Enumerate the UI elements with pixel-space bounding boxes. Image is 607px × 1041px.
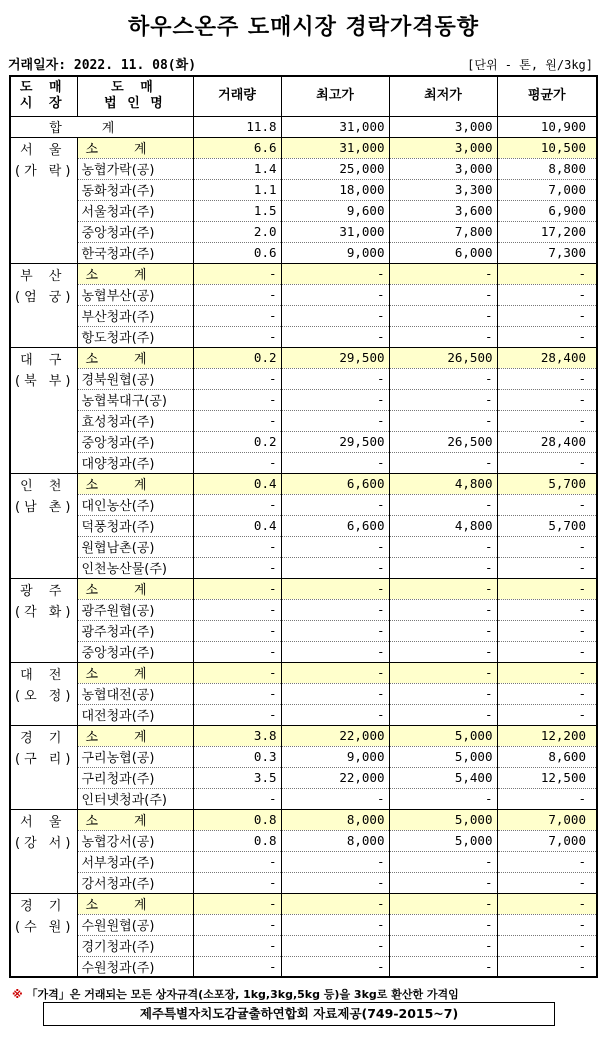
avg-price-cell: - (497, 494, 597, 515)
volume-cell: 1.4 (193, 158, 281, 179)
corp-name: 구리농협(공) (77, 746, 193, 767)
table-row (10, 704, 597, 725)
table-row (10, 536, 597, 557)
min-price-cell: - (389, 284, 497, 305)
avg-price-cell: 7,300 (497, 242, 597, 263)
corp-name: 대양청과(주) (77, 452, 193, 473)
max-price-cell: 29,500 (281, 431, 389, 452)
region-cell (10, 725, 77, 809)
region-name: 인 천 (20, 478, 68, 494)
volume-cell: - (193, 389, 281, 410)
max-price-cell: - (281, 704, 389, 725)
table-row (10, 515, 597, 536)
corp-name: 효성청과(주) (77, 410, 193, 431)
volume-cell: - (193, 788, 281, 809)
avg-price-cell: - (497, 704, 597, 725)
max-price-cell: - (281, 557, 389, 578)
table-row (10, 242, 597, 263)
corp-name: 경북원협(공) (77, 368, 193, 389)
min-price-cell: 5,400 (389, 767, 497, 788)
avg-price-cell: - (497, 284, 597, 305)
min-price-cell: - (389, 851, 497, 872)
min-price-cell: - (389, 935, 497, 956)
max-price-cell: 9,000 (281, 242, 389, 263)
region-subname: (남 촌) (15, 499, 75, 515)
table-row (10, 641, 597, 662)
max-price-cell: - (281, 872, 389, 893)
corp-name: 소계 (77, 725, 193, 746)
avg-price-cell: 5,700 (497, 473, 597, 494)
min-price-cell: 3,300 (389, 179, 497, 200)
table-row (10, 326, 597, 347)
corp-name: 인천농산물(주) (77, 557, 193, 578)
avg-price-cell: 8,600 (497, 746, 597, 767)
volume-cell: - (193, 704, 281, 725)
volume-cell: - (193, 326, 281, 347)
table-row (10, 830, 597, 851)
min-price-cell: - (389, 389, 497, 410)
min-price-cell: 26,500 (389, 347, 497, 368)
corp-name: 항도청과(주) (77, 326, 193, 347)
table-row (10, 851, 597, 872)
table-row (10, 158, 597, 179)
region-cell (10, 137, 77, 263)
avg-price-cell: - (497, 452, 597, 473)
volume-cell: - (193, 263, 281, 284)
max-price-cell: - (281, 452, 389, 473)
min-price-cell: - (389, 788, 497, 809)
avg-price-cell: - (497, 536, 597, 557)
volume-cell: - (193, 893, 281, 914)
volume-cell: - (193, 620, 281, 641)
max-price-cell: - (281, 620, 389, 641)
region-name: 부 산 (20, 268, 68, 284)
source-credit: 제주특별자치도감귤출하연합회 자료제공(749-2015~7) (43, 1002, 555, 1026)
max-price-cell: - (281, 851, 389, 872)
volume-cell: - (193, 599, 281, 620)
avg-price-cell: 8,800 (497, 158, 597, 179)
avg-price-cell: 7,000 (497, 830, 597, 851)
min-price-cell: 5,000 (389, 809, 497, 830)
volume-cell: 0.2 (193, 347, 281, 368)
avg-price-cell: 12,500 (497, 767, 597, 788)
volume-cell: - (193, 536, 281, 557)
region-cell (10, 578, 77, 662)
avg-price-cell: 28,400 (497, 347, 597, 368)
avg-price-cell: 5,700 (497, 515, 597, 536)
min-price-cell: 5,000 (389, 830, 497, 851)
min-price-cell: - (389, 956, 497, 977)
volume-cell: - (193, 935, 281, 956)
footnote-text: 「가격」은 거래되는 모든 상자규격(소포장, 1kg,3kg,5kg 등)을 3kg로 환산한 가격임 (26, 988, 459, 1001)
corp-name: 한국청과(주) (77, 242, 193, 263)
header-row (10, 76, 597, 116)
max-price-cell: - (281, 662, 389, 683)
max-price-cell: - (281, 788, 389, 809)
avg-price-cell: 6,900 (497, 200, 597, 221)
table-row (10, 683, 597, 704)
table-row (10, 956, 597, 977)
avg-price-cell: - (497, 326, 597, 347)
max-price-cell: 9,000 (281, 746, 389, 767)
corp-name: 원협남촌(공) (77, 536, 193, 557)
max-price-cell: 6,600 (281, 515, 389, 536)
volume-cell: 1.5 (193, 200, 281, 221)
unit-label: [단위 - 톤, 원/3kg] (467, 58, 593, 72)
table-row (10, 914, 597, 935)
volume-cell: - (193, 662, 281, 683)
min-price-cell: - (389, 683, 497, 704)
min-price-cell: - (389, 410, 497, 431)
min-price-cell: 3,000 (389, 158, 497, 179)
footnote-mark: ※ (12, 988, 23, 1001)
corp-name: 소계 (77, 347, 193, 368)
volume-cell: - (193, 851, 281, 872)
avg-price-cell: - (497, 956, 597, 977)
max-price-cell: - (281, 389, 389, 410)
table-row (10, 494, 597, 515)
price-table (9, 75, 598, 978)
table-row (10, 221, 597, 242)
corp-name: 농협강서(공) (77, 830, 193, 851)
corp-name: 농협대전(공) (77, 683, 193, 704)
volume-cell: - (193, 641, 281, 662)
region-cell (10, 809, 77, 893)
avg-price-cell: - (497, 641, 597, 662)
avg-price-cell: - (497, 410, 597, 431)
subtotal-row (10, 662, 597, 683)
min-price-cell: 26,500 (389, 431, 497, 452)
volume-cell: - (193, 368, 281, 389)
header-volume: 거래량 (193, 76, 281, 116)
table-row (10, 452, 597, 473)
corp-name: 인터넷청과(주) (77, 788, 193, 809)
max-price-cell: - (281, 284, 389, 305)
min-price-cell: - (389, 494, 497, 515)
corp-name: 대인농산(주) (77, 494, 193, 515)
table-row (10, 557, 597, 578)
region-subname: (오 정) (15, 688, 75, 704)
table-row (10, 767, 597, 788)
volume-cell: - (193, 494, 281, 515)
avg-price-cell: 28,400 (497, 431, 597, 452)
table-row (10, 389, 597, 410)
region-cell (10, 347, 77, 473)
min-price-cell: 6,000 (389, 242, 497, 263)
table-row (10, 620, 597, 641)
corp-name: 소계 (77, 578, 193, 599)
table-row (10, 935, 597, 956)
subtotal-row (10, 347, 597, 368)
region-subname: (북 부) (15, 373, 75, 389)
subtotal-row (10, 263, 597, 284)
total-label: 합계 (10, 116, 193, 137)
header-min: 최저가 (389, 76, 497, 116)
region-name: 광 주 (20, 583, 68, 599)
corp-name: 농협가락(공) (77, 158, 193, 179)
avg-price-cell: - (497, 263, 597, 284)
volume-cell: 0.8 (193, 809, 281, 830)
min-price-cell: - (389, 557, 497, 578)
max-price-cell: - (281, 641, 389, 662)
corp-name: 소계 (77, 662, 193, 683)
region-subname: (가 락) (15, 163, 75, 179)
corp-name: 광주원협(공) (77, 599, 193, 620)
corp-name: 수원원협(공) (77, 914, 193, 935)
min-price-cell: 5,000 (389, 725, 497, 746)
corp-name: 중앙청과(주) (77, 641, 193, 662)
volume-cell: 1.1 (193, 179, 281, 200)
min-price-cell: - (389, 893, 497, 914)
region-name: 대 구 (20, 352, 68, 368)
table-row (10, 284, 597, 305)
min-price-cell: - (389, 536, 497, 557)
max-price-cell: - (281, 305, 389, 326)
min-price-cell: - (389, 662, 497, 683)
min-price-cell: 7,800 (389, 221, 497, 242)
max-price-cell: - (281, 263, 389, 284)
trade-date: 거래일자: 2022. 11. 08(화) (8, 58, 197, 73)
max-price-cell: - (281, 935, 389, 956)
max-price-cell: 8,000 (281, 830, 389, 851)
min-price-cell: - (389, 452, 497, 473)
volume-cell: 0.2 (193, 431, 281, 452)
region-subname: (수 원) (15, 919, 75, 935)
avg-price-cell: - (497, 305, 597, 326)
min-price-cell: - (389, 305, 497, 326)
region-subname: (강 서) (15, 835, 75, 851)
avg-price-cell: - (497, 389, 597, 410)
corp-name: 구리청과(주) (77, 767, 193, 788)
region-cell (10, 662, 77, 725)
corp-name: 경기청과(주) (77, 935, 193, 956)
max-price-cell: 31,000 (281, 221, 389, 242)
corp-name: 농협부산(공) (77, 284, 193, 305)
min-price-cell: - (389, 599, 497, 620)
avg-price-cell: - (497, 557, 597, 578)
max-price-cell: - (281, 893, 389, 914)
table-row (10, 788, 597, 809)
corp-name: 소계 (77, 893, 193, 914)
page-title: 하우스온주 도매시장 경락가격동향 (127, 15, 480, 40)
max-price-cell: 9,600 (281, 200, 389, 221)
avg-price-cell: 7,000 (497, 809, 597, 830)
corp-name: 동화청과(주) (77, 179, 193, 200)
table-row (10, 305, 597, 326)
avg-price-cell: - (497, 935, 597, 956)
corp-name: 서울청과(주) (77, 200, 193, 221)
volume-cell: - (193, 683, 281, 704)
table-row (10, 410, 597, 431)
volume-cell: 3.5 (193, 767, 281, 788)
min-price-cell: 5,000 (389, 746, 497, 767)
table-row (10, 368, 597, 389)
subtotal-row (10, 725, 597, 746)
max-price-cell: 22,000 (281, 725, 389, 746)
subtotal-row (10, 893, 597, 914)
volume-cell: 0.3 (193, 746, 281, 767)
volume-cell: - (193, 410, 281, 431)
avg-price-cell: - (497, 893, 597, 914)
volume-cell: - (193, 956, 281, 977)
max-price-cell: - (281, 956, 389, 977)
region-subname: (구 리) (15, 751, 75, 767)
max-price-cell: 6,600 (281, 473, 389, 494)
total-row (10, 116, 597, 137)
subtotal-row (10, 809, 597, 830)
min-price-cell: 4,800 (389, 515, 497, 536)
corp-name: 중앙청과(주) (77, 431, 193, 452)
volume-cell: 2.0 (193, 221, 281, 242)
region-subname: (각 화) (15, 604, 75, 620)
min-price-cell: - (389, 368, 497, 389)
corp-name: 부산청과(주) (77, 305, 193, 326)
max-price-cell: 8,000 (281, 809, 389, 830)
max-price-cell: 18,000 (281, 179, 389, 200)
header-corp: 도 매 법 인 명 (77, 76, 193, 116)
corp-name: 강서청과(주) (77, 872, 193, 893)
avg-price-cell: - (497, 788, 597, 809)
min-price-cell: - (389, 641, 497, 662)
region-cell (10, 263, 77, 347)
region-name: 서 울 (20, 142, 68, 158)
max-price-cell: - (281, 683, 389, 704)
avg-price-cell: - (497, 599, 597, 620)
volume-cell: - (193, 578, 281, 599)
avg-price-cell: 17,200 (497, 221, 597, 242)
volume-cell: 6.6 (193, 137, 281, 158)
total-avg: 10,900 (497, 116, 597, 137)
header-max: 최고가 (281, 76, 389, 116)
header-avg: 평균가 (497, 76, 597, 116)
min-price-cell: - (389, 263, 497, 284)
volume-cell: - (193, 452, 281, 473)
total-min: 3,000 (389, 116, 497, 137)
table-row (10, 431, 597, 452)
region-name: 경 기 (20, 730, 68, 746)
min-price-cell: - (389, 704, 497, 725)
min-price-cell: - (389, 620, 497, 641)
corp-name: 소계 (77, 263, 193, 284)
max-price-cell: - (281, 599, 389, 620)
volume-cell: - (193, 557, 281, 578)
avg-price-cell: - (497, 872, 597, 893)
max-price-cell: - (281, 368, 389, 389)
avg-price-cell: - (497, 851, 597, 872)
max-price-cell: - (281, 914, 389, 935)
max-price-cell: 29,500 (281, 347, 389, 368)
avg-price-cell: - (497, 914, 597, 935)
corp-name: 덕풍청과(주) (77, 515, 193, 536)
volume-cell: 0.8 (193, 830, 281, 851)
min-price-cell: - (389, 872, 497, 893)
volume-cell: - (193, 872, 281, 893)
avg-price-cell: 7,000 (497, 179, 597, 200)
footnote (12, 986, 459, 1002)
max-price-cell: 25,000 (281, 158, 389, 179)
subtotal-row (10, 137, 597, 158)
region-subname: (엄 궁) (15, 289, 75, 305)
corp-name: 수원청과(주) (77, 956, 193, 977)
corp-name: 소계 (77, 137, 193, 158)
subtotal-row (10, 473, 597, 494)
avg-price-cell: - (497, 578, 597, 599)
region-name: 대 전 (20, 667, 68, 683)
header-region: 도 매 시 장 (10, 76, 77, 116)
avg-price-cell: - (497, 620, 597, 641)
corp-name: 농협북대구(공) (77, 389, 193, 410)
volume-cell: - (193, 284, 281, 305)
corp-name: 대전청과(주) (77, 704, 193, 725)
max-price-cell: - (281, 494, 389, 515)
avg-price-cell: - (497, 368, 597, 389)
avg-price-cell: 10,500 (497, 137, 597, 158)
avg-price-cell: 12,200 (497, 725, 597, 746)
subtotal-row (10, 578, 597, 599)
max-price-cell: - (281, 410, 389, 431)
table-row (10, 179, 597, 200)
region-name: 서 울 (20, 814, 68, 830)
volume-cell: 3.8 (193, 725, 281, 746)
volume-cell: - (193, 914, 281, 935)
min-price-cell: 3,600 (389, 200, 497, 221)
avg-price-cell: - (497, 662, 597, 683)
min-price-cell: 4,800 (389, 473, 497, 494)
volume-cell: 0.4 (193, 515, 281, 536)
max-price-cell: - (281, 326, 389, 347)
corp-name: 소계 (77, 473, 193, 494)
region-cell (10, 893, 77, 977)
min-price-cell: - (389, 914, 497, 935)
corp-name: 중앙청과(주) (77, 221, 193, 242)
max-price-cell: 31,000 (281, 137, 389, 158)
max-price-cell: - (281, 578, 389, 599)
min-price-cell: - (389, 578, 497, 599)
region-name: 경 기 (20, 898, 68, 914)
corp-name: 서부청과(주) (77, 851, 193, 872)
max-price-cell: - (281, 536, 389, 557)
min-price-cell: 3,000 (389, 137, 497, 158)
avg-price-cell: - (497, 683, 597, 704)
total-volume: 11.8 (193, 116, 281, 137)
table-row (10, 200, 597, 221)
volume-cell: 0.6 (193, 242, 281, 263)
table-row (10, 872, 597, 893)
volume-cell: 0.4 (193, 473, 281, 494)
total-max: 31,000 (281, 116, 389, 137)
corp-name: 소계 (77, 809, 193, 830)
region-cell (10, 473, 77, 578)
min-price-cell: - (389, 326, 497, 347)
table-row (10, 599, 597, 620)
table-body (10, 116, 597, 977)
volume-cell: - (193, 305, 281, 326)
table-row (10, 746, 597, 767)
max-price-cell: 22,000 (281, 767, 389, 788)
corp-name: 광주청과(주) (77, 620, 193, 641)
